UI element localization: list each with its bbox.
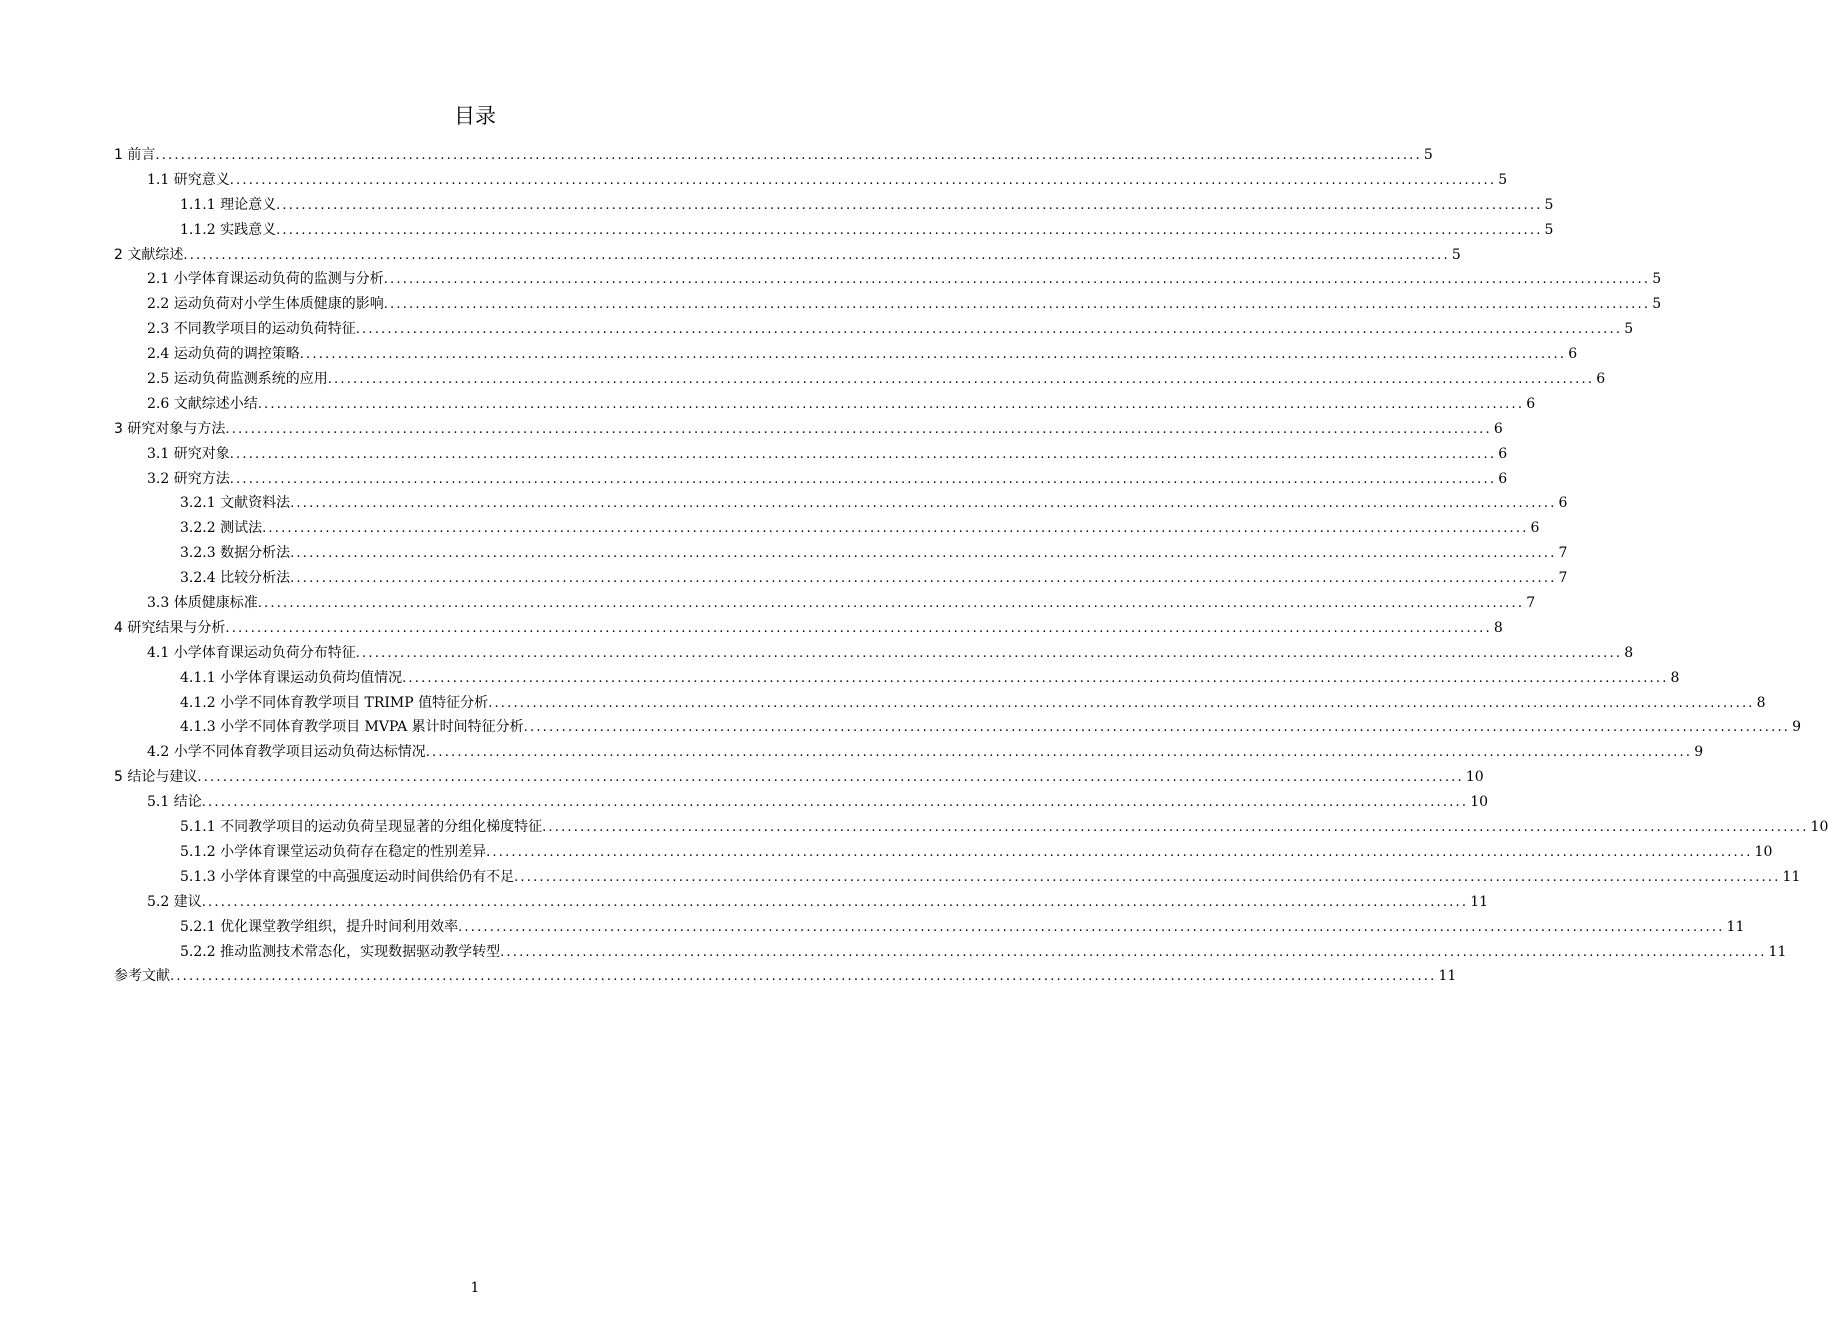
toc-entry-page: 11 (1768, 943, 1787, 960)
toc-dot-leader: ........................................................................................................................................................................................................ (229, 172, 1497, 188)
toc-entry-label: 5.2.2 推动监测技术常态化，实现数据驱动教学转型 (180, 943, 501, 960)
toc-dot-leader: ........................................................................................................................................................................................................ (290, 496, 1557, 512)
toc-entry[interactable] (114, 890, 1489, 915)
toc-dot-leader: ........................................................................................................................................................................................................ (458, 919, 1725, 935)
toc-entry[interactable] (114, 641, 1634, 666)
toc-dot-leader: ........................................................................................................................................................................................................ (201, 795, 1469, 811)
toc-entry-page: 6 (1530, 520, 1540, 537)
toc-entry[interactable] (114, 940, 1787, 965)
toc-dot-leader: ........................................................................................................................................................................................................ (229, 471, 1497, 487)
toc-dot-leader: ........................................................................................................................................................................................................ (257, 396, 1525, 412)
toc-entry-label: 5.1.3 小学体育课堂的中高强度运动时间供给仍有不足 (180, 868, 515, 885)
toc-entry[interactable] (114, 616, 1503, 641)
toc-entry-label: 4.1.2 小学不同体育教学项目 TRIMP 值特征分析 (180, 694, 489, 711)
toc-entry-label: 2.3 不同教学项目的运动负荷特征 (147, 321, 356, 338)
toc-dot-leader: ........................................................................................................................................................................................................ (523, 720, 1791, 736)
toc-dot-leader: ........................................................................................................................................................................................................ (355, 645, 1623, 661)
toc-entry[interactable] (114, 417, 1503, 442)
toc-entry[interactable] (114, 168, 1508, 193)
toc-entry[interactable] (114, 740, 1704, 765)
toc-entry-page: 11 (1438, 968, 1457, 985)
toc-entry[interactable] (114, 392, 1536, 417)
toc-entry-label: 4.2 小学不同体育教学项目运动负荷达标情况 (147, 744, 426, 761)
toc-entry-label: 4.1 小学体育课运动负荷分布特征 (147, 644, 356, 661)
toc-entry-page: 11 (1726, 918, 1745, 935)
toc-title: 目录 (454, 104, 496, 128)
toc-entry[interactable] (114, 516, 1540, 541)
toc-dot-leader: ........................................................................................................................................................................................................ (299, 347, 1567, 363)
toc-dot-leader: ........................................................................................................................................................................................................ (229, 446, 1497, 462)
toc-dot-leader: ........................................................................................................................................................................................................ (500, 944, 1767, 960)
toc-entry-page: 10 (1810, 819, 1828, 836)
toc-dot-leader: ........................................................................................................................................................................................................ (290, 571, 1557, 587)
toc-entry-page: 5 (1652, 271, 1662, 288)
toc-entry[interactable] (114, 790, 1489, 815)
toc-entry-label: 3.3 体质健康标准 (147, 595, 258, 612)
toc-entry-label: 5.2 建议 (147, 893, 202, 910)
toc-dot-leader: ........................................................................................................................................................................................................ (383, 272, 1651, 288)
toc-entry-page: 10 (1470, 794, 1489, 811)
toc-entry-label: 5.1.2 小学体育课堂运动负荷存在稳定的性别差异 (180, 843, 487, 860)
table-of-contents (114, 143, 1828, 989)
toc-entry-page: 11 (1470, 893, 1489, 910)
toc-dot-leader: ........................................................................................................................................................................................................ (225, 421, 1492, 437)
toc-entry-page: 10 (1754, 843, 1773, 860)
toc-dot-leader: ........................................................................................................................................................................................................ (183, 247, 1450, 263)
toc-entry[interactable] (114, 267, 1662, 292)
toc-entry-page: 5 (1423, 147, 1433, 163)
page-number: 1 (470, 1280, 480, 1296)
toc-entry-page: 5 (1498, 171, 1508, 188)
toc-entry-page: 6 (1568, 346, 1578, 363)
toc-entry[interactable] (114, 591, 1536, 616)
toc-dot-leader: ........................................................................................................................................................................................................ (402, 670, 1669, 686)
toc-entry-page: 5 (1451, 246, 1461, 263)
toc-entry-label: 5 结论与建议 (114, 769, 198, 786)
toc-entry-page: 6 (1558, 495, 1568, 512)
toc-entry-page: 9 (1792, 719, 1802, 736)
toc-dot-leader: ........................................................................................................................................................................................................ (290, 546, 1557, 562)
toc-dot-leader: ........................................................................................................................................................................................................ (488, 695, 1755, 711)
toc-entry-page: 7 (1558, 545, 1568, 562)
toc-entry-label: 5.1 结论 (147, 794, 202, 811)
toc-entry-label: 4.1.1 小学体育课运动负荷均值情况 (180, 669, 403, 686)
toc-entry[interactable] (114, 218, 1554, 243)
toc-entry-page: 8 (1670, 669, 1680, 686)
toc-entry[interactable] (114, 765, 1484, 790)
toc-dot-leader: ........................................................................................................................................................................................................ (155, 148, 1422, 163)
toc-entry-page: 5 (1624, 321, 1634, 338)
toc-entry-label: 4 研究结果与分析 (114, 619, 226, 636)
toc-entry[interactable] (114, 292, 1662, 317)
toc-entry[interactable] (114, 367, 1606, 392)
toc-entry-label: 2.1 小学体育课运动负荷的监测与分析 (147, 271, 384, 288)
toc-dot-leader: ........................................................................................................................................................................................................ (327, 372, 1595, 388)
toc-entry[interactable] (114, 964, 1457, 989)
toc-entry-label: 1 前言 (114, 147, 156, 163)
toc-entry-page: 8 (1756, 694, 1766, 711)
toc-entry[interactable] (114, 715, 1802, 740)
toc-entry-label: 4.1.3 小学不同体育教学项目 MVPA 累计时间特征分析 (180, 719, 524, 736)
toc-entry-label: 2.4 运动负荷的调控策略 (147, 346, 300, 363)
toc-entry[interactable] (114, 666, 1680, 691)
toc-entry-page: 10 (1465, 769, 1484, 786)
toc-entry[interactable] (114, 442, 1508, 467)
toc-entry-label: 5.1.1 不同教学项目的运动负荷呈现显著的分组化梯度特征 (180, 819, 543, 836)
toc-entry-label: 3 研究对象与方法 (114, 420, 226, 437)
toc-entry-page: 8 (1624, 644, 1634, 661)
toc-entry-page: 8 (1493, 619, 1503, 636)
toc-entry-label: 3.2.3 数据分析法 (180, 545, 291, 562)
toc-entry-label: 3.2.4 比较分析法 (180, 570, 291, 587)
toc-entry-label: 1.1.1 理论意义 (180, 196, 277, 213)
toc-entry-page: 5 (1544, 221, 1554, 238)
toc-entry-page: 7 (1558, 570, 1568, 587)
toc-dot-leader: ........................................................................................................................................................................................................ (514, 869, 1781, 885)
toc-entry-label: 3.2 研究方法 (147, 470, 230, 487)
toc-entry[interactable] (114, 143, 1433, 168)
toc-entry-label: 2.2 运动负荷对小学生体质健康的影响 (147, 296, 384, 313)
toc-entry[interactable] (114, 491, 1568, 516)
toc-entry-page: 7 (1526, 595, 1536, 612)
toc-entry[interactable] (114, 865, 1801, 890)
toc-entry-page: 9 (1694, 744, 1704, 761)
toc-entry-label: 2.6 文献综述小结 (147, 395, 258, 412)
toc-dot-leader: ........................................................................................................................................................................................................ (383, 297, 1651, 313)
toc-entry[interactable] (114, 193, 1554, 218)
toc-entry-label: 3.2.2 测试法 (180, 520, 263, 537)
toc-dot-leader: ........................................................................................................................................................................................................ (276, 197, 1543, 213)
toc-entry-label: 1.1 研究意义 (147, 171, 230, 188)
toc-entry-page: 6 (1493, 420, 1503, 437)
toc-entry[interactable] (114, 566, 1568, 591)
toc-entry-page: 6 (1526, 395, 1536, 412)
toc-entry-label: 3.2.1 文献资料法 (180, 495, 291, 512)
toc-dot-leader: ........................................................................................................................................................................................................ (197, 770, 1464, 786)
toc-entry-label: 3.1 研究对象 (147, 445, 230, 462)
toc-dot-leader: ........................................................................................................................................................................................................ (257, 596, 1525, 612)
toc-entry[interactable] (114, 691, 1766, 716)
toc-dot-leader: ........................................................................................................................................................................................................ (355, 322, 1623, 338)
toc-entry[interactable] (114, 840, 1773, 865)
toc-dot-leader: ........................................................................................................................................................................................................ (170, 969, 1437, 985)
toc-entry-page: 6 (1498, 445, 1508, 462)
toc-entry-page: 11 (1782, 868, 1801, 885)
toc-entry-label: 5.2.1 优化课堂教学组织，提升时间利用效率 (180, 918, 459, 935)
toc-dot-leader: ........................................................................................................................................................................................................ (225, 620, 1492, 636)
toc-entry-label: 2 文献综述 (114, 246, 184, 263)
toc-entry-page: 5 (1544, 196, 1554, 213)
toc-entry-page: 6 (1498, 470, 1508, 487)
toc-entry-label: 1.1.2 实践意义 (180, 221, 277, 238)
toc-entry[interactable] (114, 317, 1634, 342)
toc-entry[interactable] (114, 915, 1745, 940)
toc-dot-leader: ........................................................................................................................................................................................................ (486, 844, 1753, 860)
toc-dot-leader: ........................................................................................................................................................................................................ (425, 745, 1693, 761)
toc-dot-leader: ........................................................................................................................................................................................................ (542, 820, 1809, 836)
toc-dot-leader: ........................................................................................................................................................................................................ (201, 894, 1469, 910)
toc-entry[interactable] (114, 467, 1508, 492)
toc-entry[interactable] (114, 243, 1461, 268)
toc-entry[interactable] (114, 815, 1828, 840)
toc-entry-label: 2.5 运动负荷监测系统的应用 (147, 371, 328, 388)
toc-entry[interactable] (114, 541, 1568, 566)
toc-dot-leader: ........................................................................................................................................................................................................ (262, 521, 1529, 537)
toc-entry-page: 5 (1652, 296, 1662, 313)
toc-entry-page: 6 (1596, 371, 1606, 388)
toc-dot-leader: ........................................................................................................................................................................................................ (276, 222, 1543, 238)
toc-entry-label: 参考文献 (114, 968, 170, 985)
toc-entry[interactable] (114, 342, 1578, 367)
